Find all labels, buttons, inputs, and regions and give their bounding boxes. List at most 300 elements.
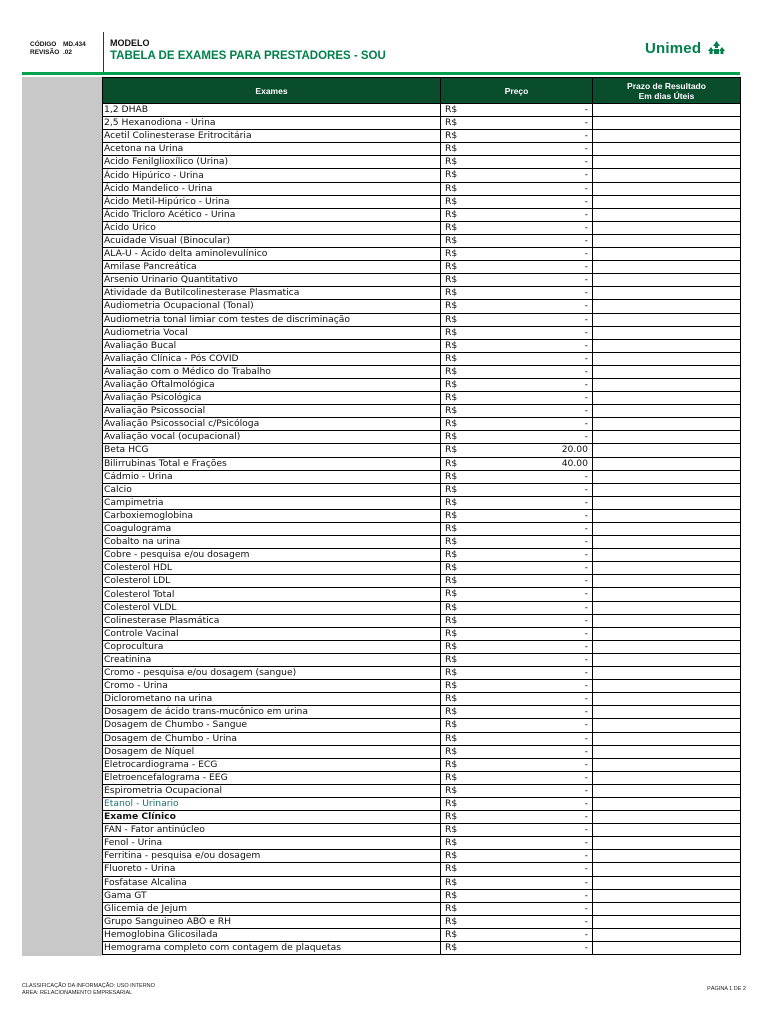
price-value: - [584,758,588,770]
currency-symbol: R$ [445,287,458,299]
exam-price [441,274,593,287]
price-value: - [584,837,588,849]
exam-name: Colesterol VLDL [103,601,441,614]
exam-name: Exame Clínico [103,811,441,824]
currency-symbol: R$ [445,182,458,194]
price-value: - [584,483,588,495]
currency-symbol: R$ [445,274,458,286]
exam-price [441,221,593,234]
exam-price [441,627,593,640]
exam-prazo [593,392,741,405]
currency-symbol: R$ [445,418,458,430]
exam-price [441,562,593,575]
currency-symbol: R$ [445,745,458,757]
currency-symbol: R$ [445,509,458,521]
currency-symbol: R$ [445,339,458,351]
exam-prazo [593,143,741,156]
exam-price [441,300,593,313]
exam-prazo [593,418,741,431]
exam-prazo [593,837,741,850]
exam-price [441,614,593,627]
exam-price [441,706,593,719]
header-prazo-line2: Em dias Úteis [638,90,695,101]
exam-prazo [593,942,741,955]
table-row [103,378,741,391]
exam-prazo [593,915,741,928]
codigo-label: CÓDIGO [30,41,57,48]
exam-name: Acido Fenilglioxílico (Urina) [103,156,441,169]
exam-price [441,784,593,797]
exam-price [441,653,593,666]
exam-price [441,588,593,601]
table-row [103,653,741,666]
table-row [103,523,741,536]
exam-price [441,130,593,143]
exam-price [441,313,593,326]
currency-symbol: R$ [445,797,458,809]
table-row [103,392,741,405]
table-row [103,811,741,824]
exam-prazo [593,195,741,208]
exam-price [441,365,593,378]
left-margin-band [22,77,102,956]
table-row [103,889,741,902]
exam-name: Hemoglobina Glicosilada [103,928,441,941]
currency-symbol: R$ [445,117,458,129]
exam-name: Avaliação Psicossocial [103,405,441,418]
price-value: - [584,378,588,390]
currency-symbol: R$ [445,667,458,679]
exam-name: Espirometria Ocupacional [103,784,441,797]
currency-symbol: R$ [445,470,458,482]
table-row [103,483,741,496]
table-row [103,169,741,182]
table-row [103,496,741,509]
currency-symbol: R$ [445,378,458,390]
table-row [103,156,741,169]
table-row [103,784,741,797]
table-row [103,352,741,365]
exam-name: Ácido Urico [103,221,441,234]
price-value: - [584,156,588,168]
exam-prazo [593,811,741,824]
currency-symbol: R$ [445,811,458,823]
price-value: - [584,588,588,600]
exam-name: Beta HCG [103,444,441,457]
table-row [103,326,741,339]
exam-price [441,392,593,405]
exam-name: 1,2 DHAB [103,104,441,117]
table-row [103,824,741,837]
table-row [103,431,741,444]
currency-symbol: R$ [445,889,458,901]
table-row [103,588,741,601]
table-row [103,457,741,470]
exam-price [441,117,593,130]
price-value: - [584,745,588,757]
exam-prazo [593,549,741,562]
exam-price [441,680,593,693]
table-row [103,640,741,653]
exam-name: Cobalto na urina [103,536,441,549]
exam-price [441,732,593,745]
table-row [103,771,741,784]
exam-name: Creatinina [103,653,441,666]
exam-prazo [593,850,741,863]
price-value: - [584,496,588,508]
price-value: - [584,234,588,246]
table-row [103,680,741,693]
currency-symbol: R$ [445,431,458,443]
table-row [103,405,741,418]
exam-price [441,837,593,850]
currency-symbol: R$ [445,758,458,770]
exam-name: Audiometria Vocal [103,326,441,339]
table-row [103,234,741,247]
exam-prazo [593,208,741,221]
table-row [103,418,741,431]
exam-price [441,928,593,941]
price-value: - [584,653,588,665]
exam-name: Coagulograma [103,523,441,536]
currency-symbol: R$ [445,902,458,914]
price-value: - [584,627,588,639]
price-value: - [584,339,588,351]
exam-name: Ferritina - pesquisa e/ou dosagem [103,850,441,863]
currency-symbol: R$ [445,719,458,731]
currency-symbol: R$ [445,483,458,495]
exam-price [441,287,593,300]
exam-prazo [593,523,741,536]
exam-price [441,902,593,915]
footer-classification [22,983,155,997]
price-value: - [584,431,588,443]
currency-symbol: R$ [445,876,458,888]
exam-name: Bilirrubinas Total e Frações [103,457,441,470]
price-value: - [584,797,588,809]
price-value: - [584,274,588,286]
price-value: - [584,614,588,626]
currency-symbol: R$ [445,680,458,692]
price-value: - [584,850,588,862]
exam-name: Hemograma completo com contagem de plaquetas [103,942,441,955]
currency-symbol: R$ [445,824,458,836]
table-row [103,182,741,195]
currency-symbol: R$ [445,195,458,207]
table-row [103,745,741,758]
price-value: - [584,536,588,548]
price-value: - [584,195,588,207]
currency-symbol: R$ [445,326,458,338]
exam-price [441,352,593,365]
exam-prazo [593,928,741,941]
currency-symbol: R$ [445,575,458,587]
exam-prazo [593,536,741,549]
currency-symbol: R$ [445,837,458,849]
exam-prazo [593,509,741,522]
exam-prazo [593,496,741,509]
currency-symbol: R$ [445,653,458,665]
table-row [103,850,741,863]
price-value: - [584,784,588,796]
exam-prazo [593,300,741,313]
price-value: - [584,693,588,705]
exam-prazo [593,169,741,182]
exam-price [441,771,593,784]
exam-prazo [593,653,741,666]
currency-symbol: R$ [445,928,458,940]
table-row [103,365,741,378]
exam-prazo [593,431,741,444]
exam-name: Coprocultura [103,640,441,653]
price-value: - [584,732,588,744]
exam-prazo [593,627,741,640]
exam-prazo [593,104,741,117]
table-row [103,470,741,483]
price-value: - [584,876,588,888]
exam-prazo [593,863,741,876]
exam-prazo [593,234,741,247]
price-value: - [584,182,588,194]
currency-symbol: R$ [445,536,458,548]
exam-prazo [593,326,741,339]
exam-name: Controle Vacinal [103,627,441,640]
exam-name: Acetona na Urina [103,143,441,156]
exam-price [441,523,593,536]
price-value: - [584,104,588,115]
currency-symbol: R$ [445,771,458,783]
exam-name: Carboxiemoglobina [103,509,441,522]
currency-symbol: R$ [445,104,458,115]
exam-price [441,378,593,391]
price-value: - [584,863,588,875]
exam-name: Cádmio - Urina [103,470,441,483]
exam-name: Fenol - Urina [103,837,441,850]
table-row [103,797,741,810]
price-value: - [584,392,588,404]
exam-price [441,208,593,221]
currency-symbol: R$ [445,405,458,417]
codigo-value: MD.434 [63,41,86,48]
exam-name: Colesterol LDL [103,575,441,588]
exam-name: Colinesterase Plasmática [103,614,441,627]
table-header-row [103,78,741,104]
exam-prazo [593,457,741,470]
exam-name: Dosagem de Níquel [103,745,441,758]
price-value: - [584,811,588,823]
currency-symbol: R$ [445,300,458,312]
exam-prazo [593,378,741,391]
currency-symbol: R$ [445,261,458,273]
exam-name: Glicemia de Jejum [103,902,441,915]
exam-name: Ácido Hipúrico - Urina [103,169,441,182]
exam-prazo [593,444,741,457]
exam-prazo [593,601,741,614]
exam-prazo [593,876,741,889]
currency-symbol: R$ [445,640,458,652]
exam-prazo [593,719,741,732]
price-value: - [584,326,588,338]
exam-price [441,457,593,470]
table-row [103,509,741,522]
exam-name: Gama GT [103,889,441,902]
exam-prazo [593,274,741,287]
exam-prazo [593,575,741,588]
exam-price [441,811,593,824]
exam-price [441,915,593,928]
exam-name: Acetil Colinesterase Eritrocitária [103,130,441,143]
exam-name: Cobre - pesquisa e/ou dosagem [103,549,441,562]
price-value: - [584,902,588,914]
exam-prazo [593,667,741,680]
exam-price [441,719,593,732]
price-value: - [584,300,588,312]
exam-prazo [593,352,741,365]
exam-price [441,248,593,261]
title-block [110,38,386,63]
price-value: - [584,928,588,940]
exam-prazo [593,797,741,810]
currency-symbol: R$ [445,457,458,469]
currency-symbol: R$ [445,693,458,705]
header-preco: Preço [441,78,593,104]
price-value: - [584,915,588,927]
table-row [103,562,741,575]
price-value: - [584,208,588,220]
revisao-label: REVISÃO [30,49,60,56]
unimed-logo [645,40,725,57]
price-value: - [584,352,588,364]
page-number: PÁGINA 1 DE 2 [707,986,746,992]
price-value: - [584,509,588,521]
exam-name: Colesterol Total [103,588,441,601]
table-row [103,627,741,640]
table-row [103,706,741,719]
price-value: - [584,889,588,901]
exam-price [441,169,593,182]
exam-name: Audiometria Ocupacional (Tonal) [103,300,441,313]
exam-name: Avaliação com o Médico do Trabalho [103,365,441,378]
price-value: - [584,470,588,482]
exam-name: Fluoreto - Urina [103,863,441,876]
price-value: - [584,771,588,783]
table-row [103,313,741,326]
exam-name: Dosagem de Chumbo - Sangue [103,719,441,732]
exam-prazo [593,130,741,143]
currency-symbol: R$ [445,614,458,626]
exams-table [102,77,741,955]
price-value: - [584,719,588,731]
price-value: - [584,221,588,233]
table-row [103,902,741,915]
exam-prazo [593,156,741,169]
exam-name: Cromo - Urina [103,680,441,693]
exam-prazo [593,640,741,653]
exam-prazo [593,824,741,837]
currency-symbol: R$ [445,942,458,953]
exam-name: Dosagem de ácido trans-mucônico em urina [103,706,441,719]
table-row [103,863,741,876]
exam-name: Avaliação Psicológica [103,392,441,405]
exam-price [441,326,593,339]
currency-symbol: R$ [445,313,458,325]
currency-symbol: R$ [445,444,458,456]
exam-prazo [593,889,741,902]
table-row [103,221,741,234]
exam-name: Ácido Tricloro Acético - Urina [103,208,441,221]
currency-symbol: R$ [445,863,458,875]
table-row [103,876,741,889]
exam-name: Avaliação vocal (ocupacional) [103,431,441,444]
exam-name: Cromo - pesquisa e/ou dosagem (sangue) [103,667,441,680]
exam-price [441,156,593,169]
exam-price [441,496,593,509]
exam-price [441,431,593,444]
table-row [103,143,741,156]
price-value: - [584,680,588,692]
exam-price [441,549,593,562]
exam-price [441,850,593,863]
price-value: - [584,365,588,377]
exam-price [441,601,593,614]
document-header [0,0,768,76]
document-code-block [30,41,86,57]
price-value: - [584,601,588,613]
header-prazo-line1: Prazo de Resultado [627,80,706,91]
exam-name: ALA-U - Ácido delta aminolevulínico [103,248,441,261]
table-row [103,208,741,221]
exam-prazo [593,261,741,274]
exam-name: Colesterol HDL [103,562,441,575]
header-exames: Exames [103,78,441,104]
exam-price [441,889,593,902]
currency-symbol: R$ [445,732,458,744]
currency-symbol: R$ [445,392,458,404]
table-row [103,837,741,850]
currency-symbol: R$ [445,352,458,364]
price-value: - [584,130,588,142]
exam-prazo [593,732,741,745]
price-value: - [584,405,588,417]
exams-table-body [103,104,741,955]
table-row [103,195,741,208]
exam-name: Avaliação Bucal [103,339,441,352]
currency-symbol: R$ [445,706,458,718]
table-row [103,614,741,627]
currency-symbol: R$ [445,588,458,600]
exam-name: FAN - Fator antinúcleo [103,824,441,837]
exam-price [441,339,593,352]
exam-name: Fosfatase Alcalina [103,876,441,889]
exam-price [441,470,593,483]
table-row [103,444,741,457]
currency-symbol: R$ [445,208,458,220]
revisao-value: .02 [63,49,73,56]
price-value: - [584,313,588,325]
currency-symbol: R$ [445,221,458,233]
price-value: - [584,418,588,430]
price-value: - [584,640,588,652]
exam-prazo [593,588,741,601]
exam-price [441,745,593,758]
exam-price [441,143,593,156]
table-row [103,339,741,352]
exam-price [441,797,593,810]
exam-name: Amilase Pancreática [103,261,441,274]
exam-price [441,667,593,680]
table-row [103,693,741,706]
exam-name: Audiometria tonal limiar com testes de discriminação [103,313,441,326]
